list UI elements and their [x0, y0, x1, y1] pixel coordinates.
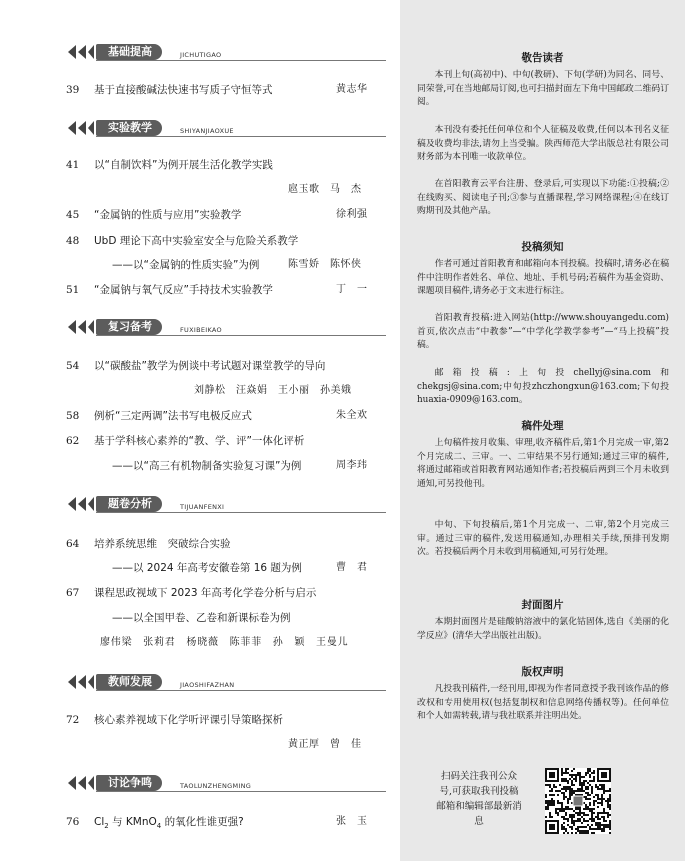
section-title: 基础提高: [96, 44, 162, 60]
notice-paragraph: 中旬、下旬投稿后,第1个月完成一、二审,第2个月完成三审。通过三审的稿件,发送用稿通知,办理相关手续,预排刊发期次。若投稿后两个月未收到用稿通知,可另行处理。: [417, 520, 669, 558]
entry-title: [94, 815, 244, 833]
section-rule: [96, 512, 386, 513]
double-chevron-left-icon: [66, 775, 94, 791]
entry-subtitle: ——以全国甲卷、乙卷和新课标卷为例: [112, 612, 291, 624]
entry-subtitle: ——以“金属钠的性质实验”为例: [112, 259, 260, 271]
notice-paragraph: 凡投我刊稿件,一经刊用,即视为作者同意授予我刊该作品的修改权和专用使用权(包括复制权和信息网络传播权等)。任何单位和个人如需转载,请与我社联系并注明出处。: [417, 684, 669, 722]
entry-page: 72: [66, 714, 80, 726]
notice-paragraph: 在首阳教育云平台注册、登录后,可实现以下功能:①投稿;②在线购买、阅读电子刊;③参与直播课程,学习网络课程;④在线订购期刊及其他产品。: [417, 179, 669, 217]
double-chevron-left-icon: [66, 496, 94, 512]
section-header: [66, 774, 386, 792]
entry-authors: 刘静松 汪焱娟 王小丽 孙美娥: [194, 385, 352, 396]
entry-title: “金属钠的性质与应用”实验教学: [94, 209, 242, 221]
entry-title: 基于直接酸碱法快速书写质子守恒等式: [94, 84, 273, 96]
notice-heading: 敬告读者: [521, 52, 564, 64]
notice-paragraph: 邮箱投稿:上旬投chellyj@sina.com和chekgsj@sina.com;中旬投zhczhongxun@163.com;下旬投huaxia-0909@163.com。: [417, 368, 669, 406]
section-pinyin: JIAOSHIFAZHAN: [180, 681, 235, 689]
entry-page: 48: [66, 235, 80, 247]
entry-title: 培养系统思维 突破综合实验: [94, 538, 231, 550]
section-rule: [96, 791, 386, 792]
entry-title: 以“自制饮料”为例开展生活化教学实践: [94, 159, 273, 171]
section-header: [66, 673, 386, 691]
section-pinyin: SHIYANJIAOXUE: [180, 127, 234, 135]
entry-title: 例析“三定两调”法书写电极反应式: [94, 410, 252, 422]
entry-subtitle: ——以“高三有机物制备实验复习课”为例: [112, 460, 302, 472]
entry-page: 64: [66, 538, 80, 550]
entry-page: 76: [66, 816, 80, 828]
entry-authors: 曹 君: [336, 562, 368, 573]
section-rule: [96, 60, 386, 61]
section-title: 讨论争鸣: [96, 775, 162, 791]
section-pinyin: FUXIBEIKAO: [180, 326, 222, 334]
section-header: [66, 318, 386, 336]
entry-page: 58: [66, 410, 80, 422]
entry-title: 以“碳酸盐”教学为例谈中考试题对课堂教学的导向: [94, 360, 326, 372]
notice-panel: [400, 0, 685, 861]
notice-paragraph: 本刊没有委托任何单位和个人征稿及收费,任何以本刊名义征稿及收费均非法,请勿上当受骗。陕西师范大学出版总社有限公司财务部为本刊唯一收款单位。: [417, 125, 669, 163]
double-chevron-left-icon: [66, 319, 94, 335]
entry-page: 54: [66, 360, 80, 372]
entry-title: 核心素养视域下化学听评课引导策略探析: [94, 714, 283, 726]
notice-paragraph: 作者可通过首阳教育和邮箱向本刊投稿。投稿时,请务必在稿件中注明作者姓名、单位、地址、手机号码;若稿件为基金资助、课题项目稿件,请务必于文末进行标注。: [417, 259, 669, 297]
notice-heading: 版权声明: [521, 666, 564, 678]
entry-title: 课程思政视域下 2023 年高考化学卷分析与启示: [94, 587, 317, 599]
qr-code-image[interactable]: [545, 768, 611, 834]
entry-subtitle: ——以 2024 年高考安徽卷第 16 题为例: [112, 562, 302, 574]
section-title: 题卷分析: [96, 496, 162, 512]
entry-title: 基于学科核心素养的“教、学、评”一体化评析: [94, 435, 305, 447]
notice-heading: 投稿须知: [521, 241, 564, 253]
double-chevron-left-icon: [66, 120, 94, 136]
section-title: 实验教学: [96, 120, 162, 136]
formula-sub: 2: [104, 822, 109, 831]
section-rule: [96, 335, 386, 336]
entry-authors: 黄志华: [336, 84, 368, 95]
entry-page: 45: [66, 209, 80, 221]
section-header: [66, 495, 386, 513]
section-header: [66, 119, 386, 137]
entry-authors: 周李玮: [336, 460, 368, 471]
title-part: 与 KMnO: [108, 816, 157, 828]
notice-paragraph: 本期封面图片是硅酸钠溶液中的氯化钴固体,选自《美丽的化学反应》(清华大学出版社出版)。: [417, 617, 669, 641]
entry-authors: 张 玉: [336, 816, 368, 827]
entry-title: UbD 理论下高中实验室安全与危险关系教学: [94, 235, 299, 247]
entry-authors: 扈玉歌 马 杰: [288, 184, 362, 195]
section-pinyin: TAOLUNZHENGMING: [180, 782, 252, 790]
notice-paragraph: 本刊上旬(高初中)、中旬(教研)、下旬(学研)为同名、同号、同荣誉,可在当地邮局订阅,也可扫描封面左下角中国邮政二维码订阅。: [417, 70, 669, 108]
entry-page: 62: [66, 435, 80, 447]
notice-heading: 封面图片: [521, 599, 564, 611]
notice-paragraph: 上旬稿件按月收集、审理,收齐稿件后,第1个月完成一审,第2个月完成二、三审。一、二审结果不另行通知;通过三审的稿件,将通过邮箱或首阳教育网站通知作者;若投稿后两到三个月未收到通知,可另投他刊。: [417, 438, 669, 489]
notice-heading: 稿件处理: [521, 420, 564, 432]
entry-authors: 徐利强: [336, 209, 368, 220]
entry-authors: 黄正厚 曾 佳: [288, 739, 362, 750]
formula-sub: 4: [156, 822, 162, 831]
entry-page: 39: [66, 84, 80, 96]
formula-cl: Cl: [94, 816, 105, 828]
entry-authors: 丁 一: [336, 284, 368, 295]
entry-page: 51: [66, 284, 80, 296]
entry-authors: 廖伟梁 张莉君 杨晓薇 陈菲菲 孙 颖 王曼儿: [100, 637, 349, 648]
entry-page: 67: [66, 587, 80, 599]
qr-caption: 扫码关注我刊公众号,可获取我刊投稿邮箱和编辑部最新消息: [436, 771, 522, 827]
section-pinyin: TIJUANFENXI: [180, 503, 225, 511]
notice-paragraph: 首阳教育投稿:进入网站(http://www.shouyangedu.com)首页,依次点击“中教参”—“中学化学教学参考”—“马上投稿”投稿。: [417, 313, 669, 351]
section-pinyin: JICHUTIGAO: [180, 51, 222, 59]
entry-page: 41: [66, 159, 80, 171]
section-title: 复习备考: [96, 319, 162, 335]
section-title: 教师发展: [96, 674, 162, 690]
section-rule: [96, 690, 386, 691]
title-part: 的氧化性谁更强?: [161, 816, 244, 828]
double-chevron-left-icon: [66, 44, 94, 60]
entry-authors: 朱全欢: [336, 410, 368, 421]
section-header: [66, 43, 386, 61]
double-chevron-left-icon: [66, 674, 94, 690]
section-rule: [96, 136, 386, 137]
entry-title: “金属钠与氧气反应”手持技术实验教学: [94, 284, 273, 296]
entry-authors: 陈雪娇 陈怀侠: [288, 259, 362, 270]
